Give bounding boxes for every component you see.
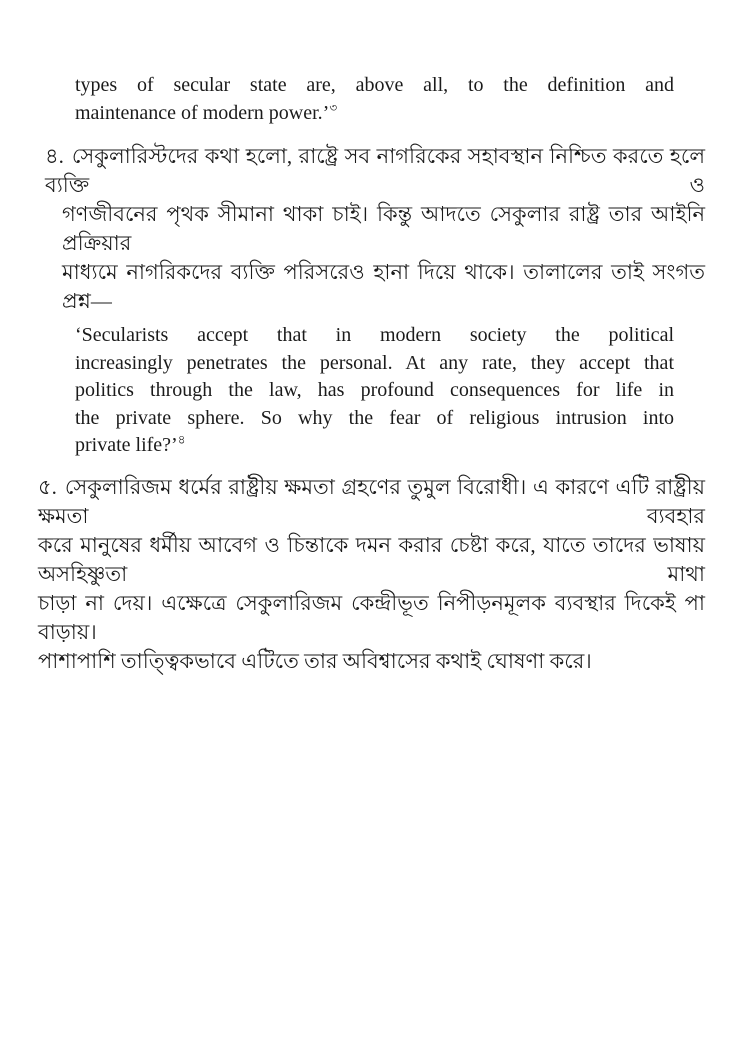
list-item-5 — [38, 473, 705, 676]
footnote-marker: ৪ — [177, 432, 186, 447]
paragraph-line: চাড়া না দেয়। এক্ষেত্রে সেকুলারিজম কেন্দ্রীভূত নিপীড়নমূলক ব্যবস্থার দিকেই পা বাড়ায়। — [38, 590, 705, 644]
paragraph-line-text: সেকুলারিজম ধর্মের রাষ্ট্রীয় ক্ষমতা গ্রহণের তুমুল বিরোধী। এ কারণে এটি রাষ্ট্রীয় ক্ষমতা ব্যবহার — [38, 474, 705, 528]
list-number: ৫. — [38, 474, 57, 499]
quote-line — [75, 432, 674, 460]
quote-line — [75, 100, 674, 128]
english-blockquote — [75, 322, 674, 460]
quote-line-text: private life?’ — [75, 434, 178, 456]
footnote-marker: ৩ — [329, 99, 338, 114]
paragraph-line: মাধ্যমে নাগরিকদের ব্যক্তি পরিসরেও হানা দিয়ে থাকে। তালালের তাই সংগত প্রশ্ন— — [62, 260, 705, 313]
paragraph-line — [45, 142, 705, 200]
paragraph-line: পাশাপাশি তাত্ত্বিকভাবে এটিতে তার অবিশ্বাসের কথাই ঘোষণা করে। — [38, 648, 592, 673]
english-quote-continuation — [75, 72, 674, 127]
quote-line: increasingly penetrates the personal. At any rate, they accept that — [75, 351, 674, 374]
quote-line-text: maintenance of modern power.’ — [75, 101, 330, 124]
paragraph-line: করে মানুষের ধর্মীয় আবেগ ও চিন্তাকে দমন করার চেষ্টা করে, যাতে তাদের ভাষায় অসহিষ্ণুতা মাথা — [38, 532, 705, 586]
quote-line: politics through the law, has profound consequences for life in — [75, 379, 674, 401]
list-item-4 — [45, 142, 705, 316]
list-number: ৪. — [45, 144, 64, 168]
paragraph-line: গণজীবনের পৃথক সীমানা থাকা চাই। কিন্তু আদতে সেকুলার রাষ্ট্র তার আইনি প্রক্রিয়ার — [62, 202, 705, 255]
quote-line: ‘Secularists accept that in modern society the political — [75, 324, 674, 346]
paragraph-line — [38, 473, 705, 531]
quote-line: types of secular state are, above all, to the definition and — [75, 74, 674, 96]
quote-line: the private sphere. So why the fear of religious intrusion into — [75, 406, 674, 429]
paragraph-line-text: সেকুলারিস্টদের কথা হলো, রাষ্ট্রে সব নাগরিকের সহাবস্থান নিশ্চিত করতে হলে ব্যক্তি ও — [45, 144, 705, 197]
